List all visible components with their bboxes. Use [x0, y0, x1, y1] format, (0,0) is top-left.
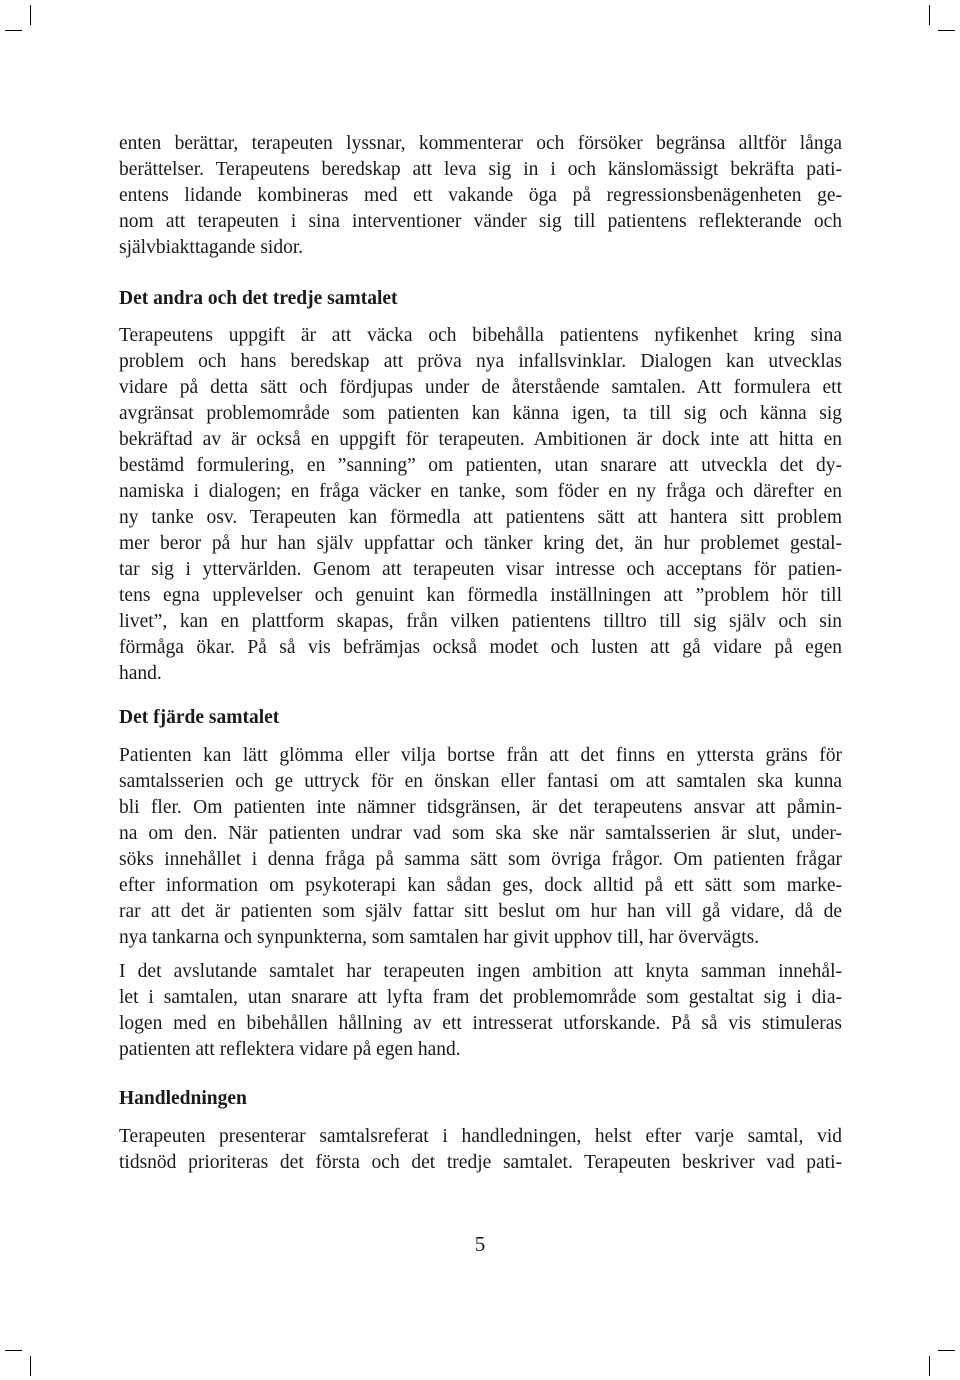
- paragraph-line: tens egna upplevelser och genuint kan förmedla inställningen att ”problem hör till: [119, 585, 842, 606]
- crop-mark-bottom-left-h: [5, 1350, 22, 1351]
- crop-mark-top-left-h: [5, 30, 22, 31]
- paragraph-line: namiska i dialogen; en fråga väcker en tanke, som föder en ny fråga och därefter en: [119, 481, 842, 502]
- paragraph-4: [119, 959, 842, 1063]
- crop-mark-top-right-h: [938, 30, 955, 31]
- paragraph-line: Patienten kan lätt glömma eller vilja bortse från att det finns en yttersta gräns för: [119, 745, 842, 766]
- paragraph-line: enten berättar, terapeuten lyssnar, kommenterar och försöker begränsa alltför långa: [119, 133, 842, 154]
- paragraph-line: Terapeutens uppgift är att väcka och bibehålla patientens nyfikenhet kring sina: [119, 325, 842, 346]
- paragraph-line: bli fler. Om patienten inte nämner tidsgränsen, är det terapeutens ansvar att påmin-: [119, 797, 842, 818]
- paragraph-line: nya tankarna och synpunkterna, som samtalen har givit upphov till, har övervägts.: [119, 927, 760, 948]
- paragraph-line: patienten att reflektera vidare på egen hand.: [119, 1039, 461, 1060]
- paragraph-line: na om den. När patienten undrar vad som ska ske när samtalsserien är slut, under-: [119, 823, 842, 844]
- section-heading: Handledningen: [119, 1088, 247, 1109]
- paragraph-line: livet”, kan en plattform skapas, från vilken patientens tilltro till sig själv och sin: [119, 611, 842, 632]
- page-number: 5: [474, 1232, 486, 1256]
- paragraph-2: [119, 323, 842, 687]
- paragraph-line: rar att det är patienten som själv fattar sitt beslut om hur han vill gå vidare, då de: [119, 901, 842, 922]
- paragraph-5: [119, 1124, 842, 1176]
- paragraph-line: bestämd formulering, en ”sanning” om patienten, utan snarare att utveckla det dy-: [119, 455, 842, 476]
- paragraph-line: mer beror på hur han själv uppfattar och tänker kring det, än hur problemet gestal-: [119, 533, 842, 554]
- paragraph-line: ny tanke osv. Terapeuten kan förmedla att patientens sätt att hantera sitt problem: [119, 507, 842, 528]
- paragraph-line: hand.: [119, 663, 162, 684]
- paragraph-line: vidare på detta sätt och fördjupas under de återstående samtalen. Att formulera ett: [119, 377, 842, 398]
- paragraph-line: efter information om psykoterapi kan sådan ges, dock alltid på ett sätt som marke-: [119, 875, 842, 896]
- paragraph-1: [119, 131, 842, 261]
- paragraph-line: samtalsserien och ge uttryck för en önskan eller fantasi om att samtalen ska kunna: [119, 771, 842, 792]
- paragraph-3: [119, 743, 842, 951]
- crop-mark-top-right-v: [929, 5, 930, 25]
- paragraph-line: bekräftad av är också en uppgift för terapeuten. Ambitionen är dock inte att hitta en: [119, 429, 842, 450]
- crop-mark-bottom-left-v: [30, 1356, 31, 1376]
- crop-mark-top-left-v: [30, 5, 31, 25]
- paragraph-line: tidsnöd prioriteras det första och det tredje samtalet. Terapeuten beskriver vad pati-: [119, 1152, 842, 1173]
- crop-mark-bottom-right-h: [938, 1350, 955, 1351]
- paragraph-line: avgränsat problemområde som patienten kan känna igen, ta till sig och känna sig: [119, 403, 842, 424]
- paragraph-line: söks innehållet i denna fråga på samma sätt som övriga frågor. Om patienten frågar: [119, 849, 842, 870]
- paragraph-line: självbiakttagande sidor.: [119, 237, 304, 258]
- paragraph-line: let i samtalen, utan snarare att lyfta fram det problemområde som gestaltat sig i dia-: [119, 987, 842, 1008]
- paragraph-line: Terapeuten presenterar samtalsreferat i handledningen, helst efter varje samtal, vid: [119, 1126, 842, 1147]
- paragraph-line: berättelser. Terapeutens beredskap att leva sig in i och känslomässigt bekräfta pati-: [119, 159, 842, 180]
- paragraph-line: nom att terapeuten i sina interventioner vänder sig till patientens reflekterande och: [119, 211, 842, 232]
- paragraph-line: I det avslutande samtalet har terapeuten ingen ambition att knyta samman innehål-: [119, 961, 842, 982]
- paragraph-line: förmåga ökar. På så vis befrämjas också modet och lusten att gå vidare på egen: [119, 637, 842, 658]
- crop-mark-bottom-right-v: [929, 1356, 930, 1376]
- section-heading: Det andra och det tredje samtalet: [119, 288, 398, 309]
- section-heading: Det fjärde samtalet: [119, 707, 280, 728]
- paragraph-line: logen med en bibehållen hållning av ett intresserat utforskande. På så vis stimuleras: [119, 1013, 842, 1034]
- paragraph-line: tar sig i yttervärlden. Genom att terapeuten visar intresse och acceptans för patien-: [119, 559, 842, 580]
- paragraph-line: problem och hans beredskap att pröva nya infallsvinklar. Dialogen kan utvecklas: [119, 351, 842, 372]
- paragraph-line: entens lidande kombineras med ett vakande öga på regressionsbenägenheten ge-: [119, 185, 842, 206]
